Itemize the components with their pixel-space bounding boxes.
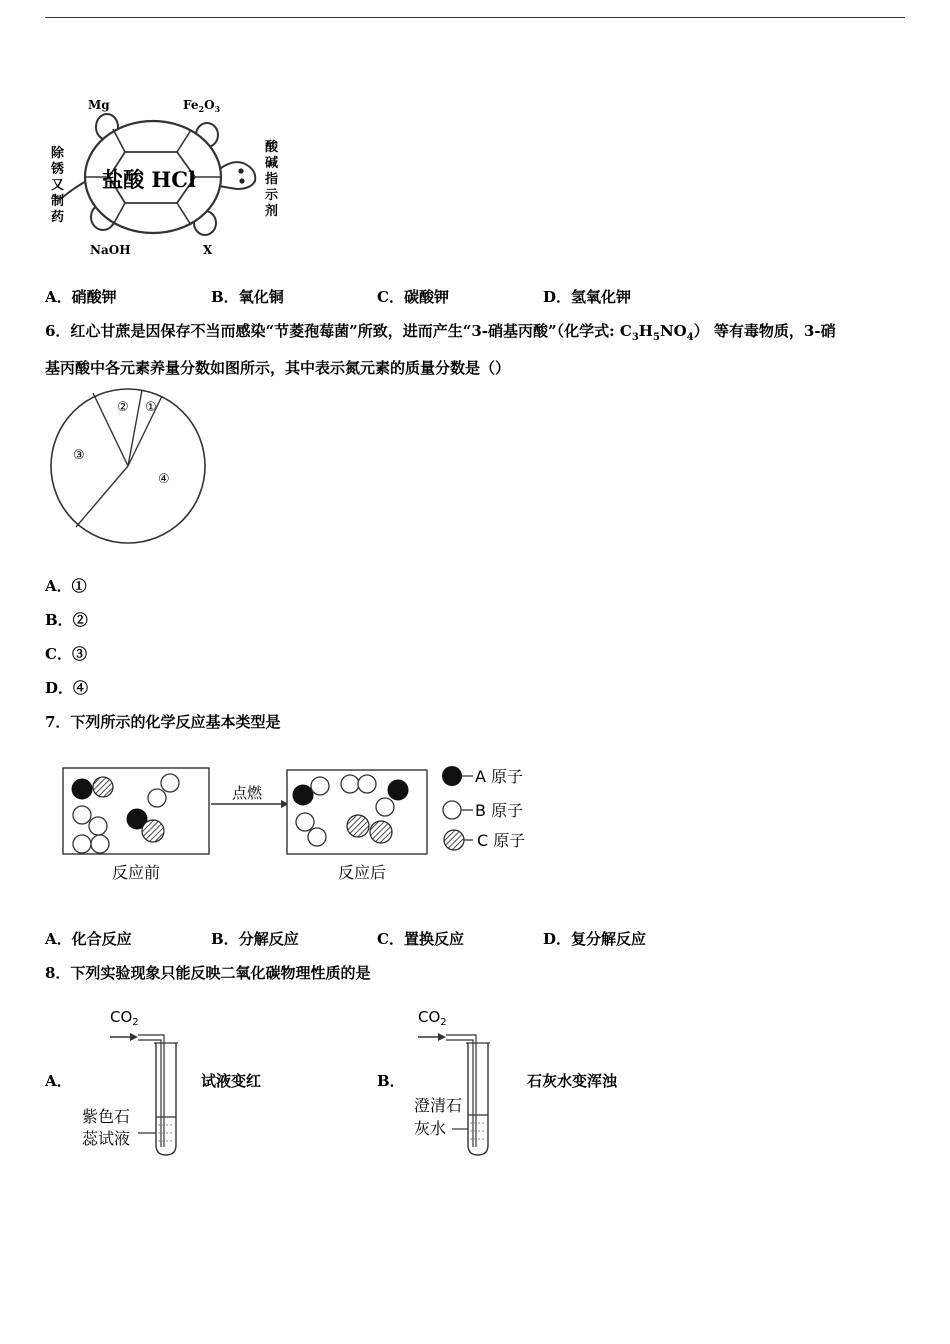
atom-c — [347, 815, 369, 837]
q8-a-test-tube — [78, 1005, 188, 1160]
header-rule — [45, 17, 905, 18]
q8-a-result: 试液变红 — [201, 1072, 262, 1090]
q5-option-b[interactable]: B．氧化铜 — [211, 288, 284, 306]
q6-option-b[interactable]: B．② — [45, 611, 88, 629]
atom-b — [296, 813, 314, 831]
pie-label-2: ② — [117, 400, 129, 415]
turtle-center-label: 盐酸 HCl — [102, 167, 196, 192]
q7-option-a[interactable]: A．化合反应 — [45, 930, 132, 948]
turtle-eye — [239, 178, 244, 183]
q6-option-d[interactable]: D．④ — [45, 679, 89, 697]
legend-atom-a — [442, 766, 462, 786]
atom-b — [161, 774, 179, 792]
label-rust-removal: 除 锈 又 制 药 — [51, 146, 65, 225]
liquid-label-2: 灰水 — [414, 1119, 447, 1138]
atom-b — [358, 775, 376, 793]
test-tube — [156, 1043, 176, 1155]
q7-option-d[interactable]: D．复分解反应 — [543, 930, 647, 948]
reaction-condition: 点燃 — [231, 784, 263, 802]
q5-option-d[interactable]: D．氢氧化钾 — [543, 288, 632, 306]
liquid-label-1: 澄清石 — [414, 1096, 463, 1115]
turtle-eye — [238, 168, 243, 173]
liquid-label-1: 紫色石 — [82, 1107, 131, 1126]
gas-label: $CO_2$ — [418, 1008, 447, 1028]
q5-option-c[interactable]: C．碳酸钾 — [377, 288, 449, 306]
q6-pie-chart — [45, 386, 215, 551]
pie-label-1: ① — [145, 400, 157, 415]
legend-atom-c — [444, 830, 464, 850]
legend-label-b: B 原子 — [475, 801, 524, 820]
q8-b-test-tube — [410, 1005, 520, 1160]
atom-a — [293, 785, 313, 805]
atom-b — [91, 835, 109, 853]
q8-option-a[interactable]: A． — [45, 1072, 72, 1090]
q6-option-c[interactable]: C．③ — [45, 645, 87, 663]
reagent-x: X — [203, 243, 213, 257]
atom-c — [93, 777, 113, 797]
legend-label-c: C 原子 — [477, 831, 526, 850]
legend-label-a: A 原子 — [475, 767, 524, 786]
atom-b — [73, 806, 91, 824]
atom-a — [388, 780, 408, 800]
test-tube — [468, 1043, 488, 1155]
atom-b — [376, 798, 394, 816]
delivery-tube — [138, 1035, 164, 1147]
atom-b — [311, 777, 329, 795]
turtle-diagram — [45, 95, 290, 265]
pie-label-4: ④ — [158, 472, 170, 487]
atom-b — [73, 835, 91, 853]
pie-label-3: ③ — [73, 448, 85, 463]
atom-c — [370, 821, 392, 843]
q6-option-a[interactable]: A．① — [45, 577, 87, 595]
atom-c — [142, 820, 164, 842]
atom-a — [72, 779, 92, 799]
q7-reaction-diagram — [55, 760, 555, 890]
q6-stem-line1: 6．红心甘蔗是因保存不当而感染“节菱孢莓菌”所致，进而产生“3-硝基丙酸”（化学式: $C_3H_5NO_4$） 等有毒物质，3-硝 — [45, 322, 836, 343]
label-indicator: 酸 碱 指 示 剂 — [265, 140, 279, 219]
q6-stem-line2: 基丙酸中各元素养量分数如图所示，其中表示氮元素的质量分数是（） — [45, 359, 511, 377]
before-caption: 反应前 — [111, 863, 161, 882]
q8-option-b[interactable]: B． — [377, 1072, 405, 1090]
q7-option-c[interactable]: C．置换反应 — [377, 930, 464, 948]
after-caption: 反应后 — [337, 863, 387, 882]
legend-atom-b — [443, 801, 461, 819]
gas-label: $CO_2$ — [110, 1008, 139, 1028]
atom-b — [308, 828, 326, 846]
atom-b — [148, 789, 166, 807]
reagent-mg: Mg — [88, 98, 110, 112]
q8-b-result: 石灰水变浑浊 — [527, 1072, 618, 1090]
q5-option-a[interactable]: A．硝酸钾 — [45, 288, 117, 306]
reagent-naoh: NaOH — [90, 243, 131, 257]
q7-option-b[interactable]: B．分解反应 — [211, 930, 299, 948]
q7-stem: 7．下列所示的化学反应基本类型是 — [45, 713, 281, 731]
liquid-label-2: 蕊试液 — [82, 1129, 131, 1148]
atom-b — [89, 817, 107, 835]
q8-stem: 8．下列实验现象只能反映二氧化碳物理性质的是 — [45, 964, 371, 982]
atom-b — [341, 775, 359, 793]
reagent-fe2o3: $Fe_2O_3$ — [183, 98, 221, 114]
delivery-tube — [446, 1035, 476, 1147]
